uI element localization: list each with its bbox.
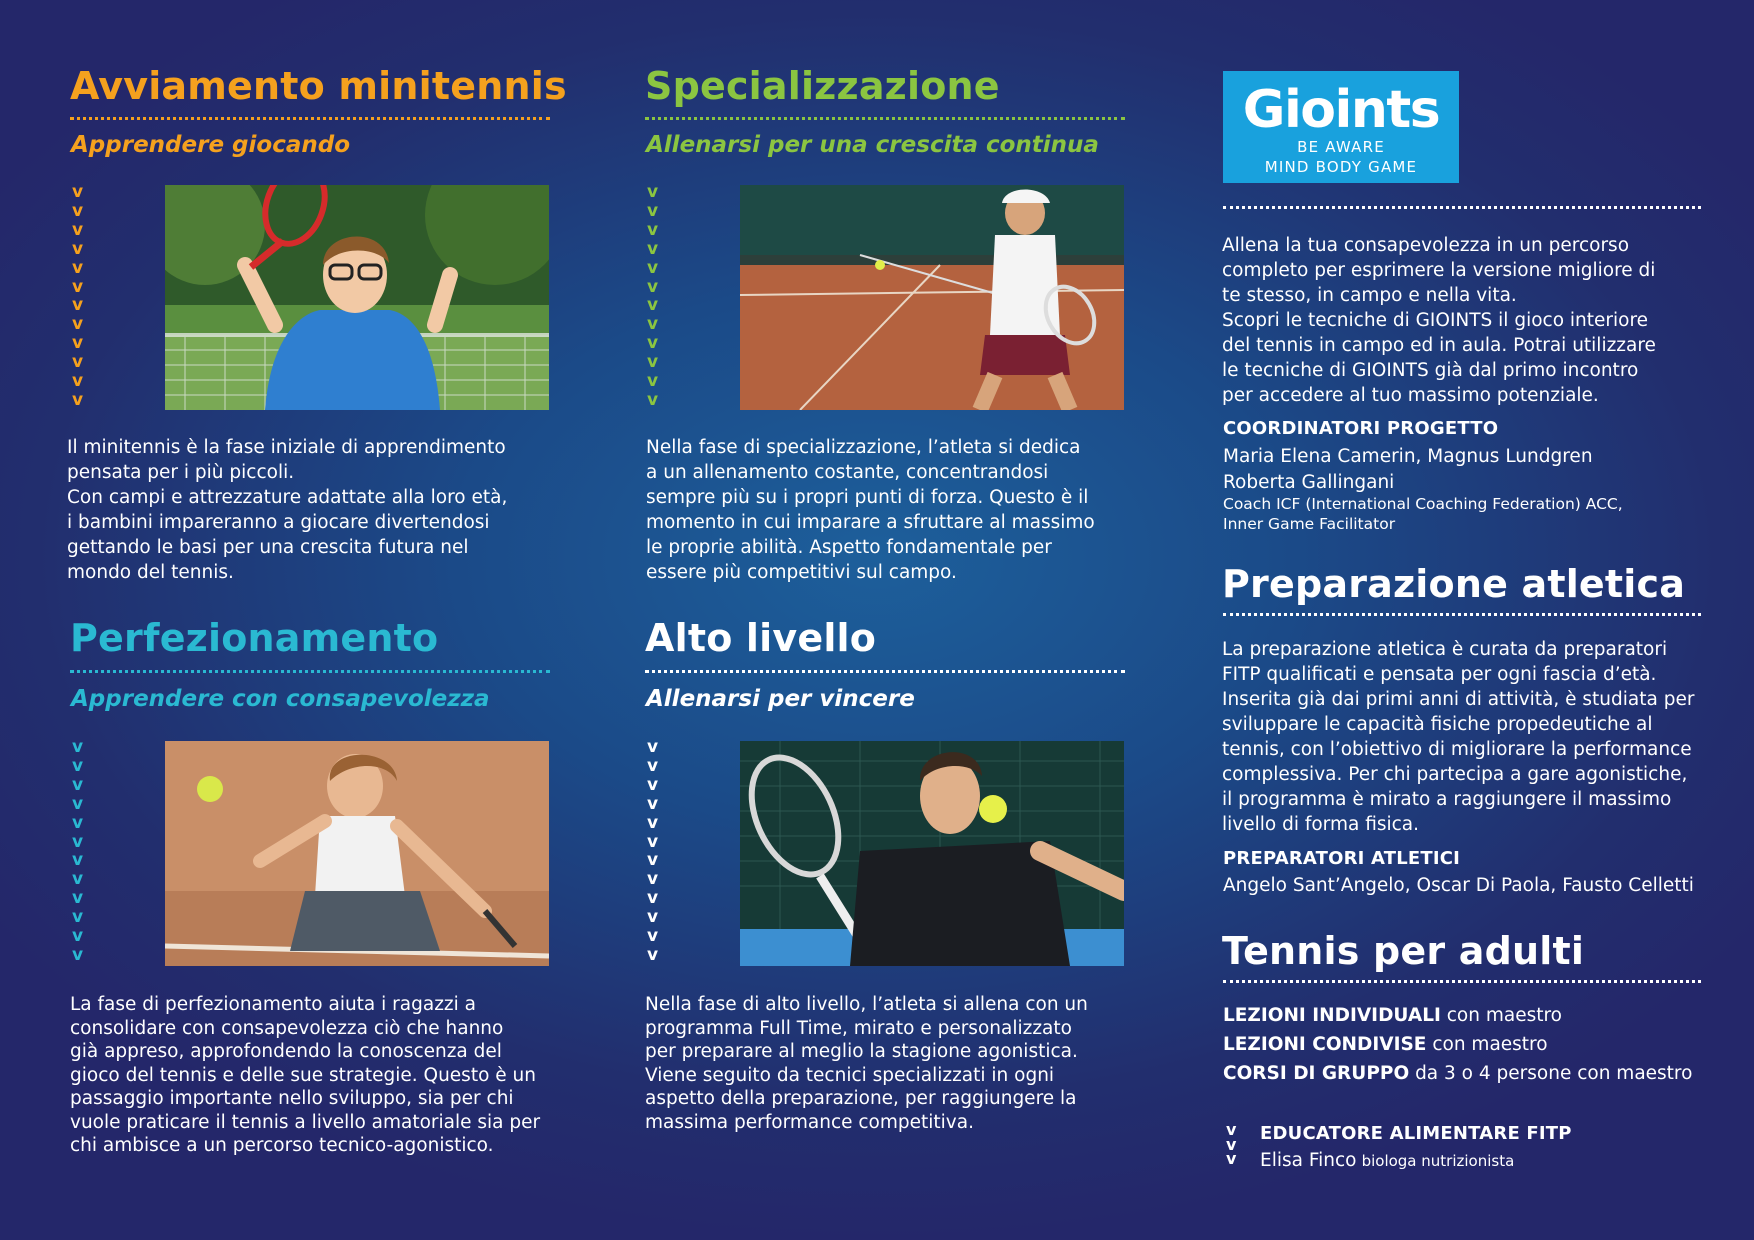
list-item-detail: da 3 o 4 persone con maestro bbox=[1409, 1063, 1693, 1084]
coordinators-note: Coach ICF (International Coaching Federation) ACC, Inner Game Facilitator bbox=[1223, 495, 1623, 533]
dotted-divider bbox=[1223, 206, 1701, 209]
list-item-detail: con maestro bbox=[1440, 1005, 1563, 1026]
section-body-specializzazione: Nella fase di specializzazione, l’atleta si dedica a un allenamento costante, concentrandosi sempre più su i propri punti di forza. Questo è il momento in cui imparare a sfruttare al massimo le proprie abilità. Aspetto fondamentale per essere più competitivi sul campo. bbox=[646, 437, 1095, 583]
section-title-minitennis: Avviamento minitennis bbox=[70, 64, 567, 108]
chevron-down-icon: v bbox=[72, 371, 84, 392]
educator-label: EDUCATORE ALIMENTARE FITP bbox=[1260, 1123, 1572, 1144]
chevron-down-icon: v bbox=[72, 755, 84, 776]
section-body-alto-livello: Nella fase di alto livello, l’atleta si allena con un programma Full Time, mirato e personalizzato per preparare al meglio la stagione agonistica. Viene seguito da tecnici specializzati in ogni aspetto della preparazione, per raggiungere la massima performance competitiva. bbox=[645, 994, 1088, 1133]
gioints-logo bbox=[1223, 71, 1459, 183]
logo-wordmark: Gioints bbox=[1242, 80, 1440, 140]
section-subtitle-minitennis: Apprendere giocando bbox=[71, 132, 350, 158]
logo-tagline: BE AWARE bbox=[1297, 138, 1385, 156]
dotted-divider bbox=[70, 117, 550, 120]
section-body-perfezionamento: La fase di perfezionamento aiuta i ragazzi a consolidare con consapevolezza ciò che hanno già appreso, approfondendo la conoscenza del gioco del tennis e delle sue strategie. Questo è un passaggio importante nello sviluppo, sia per chi vuole praticare il tennis a livello amatoriale sia per chi ambisce a un percorso tecnico-agonistico. bbox=[70, 994, 541, 1156]
educator-info bbox=[1260, 1150, 1514, 1171]
chevron-down-icon: v bbox=[647, 774, 659, 795]
section-title-perfezionamento: Perfezionamento bbox=[70, 616, 439, 660]
section-title-adulti: Tennis per adulti bbox=[1222, 929, 1585, 973]
photo-minitennis-child bbox=[165, 185, 549, 410]
chevron-down-icon: v bbox=[647, 793, 659, 814]
section-title-specializzazione: Specializzazione bbox=[645, 64, 1000, 108]
chevron-down-icon: v bbox=[72, 926, 84, 947]
list-item bbox=[1223, 1061, 1692, 1086]
chevron-down-icon: v bbox=[647, 737, 659, 757]
coordinators-label: COORDINATORI PROGETTO bbox=[1223, 418, 1499, 439]
chevron-down-icon: v bbox=[647, 831, 659, 852]
chevron-column bbox=[647, 738, 669, 965]
section-title-atletica: Preparazione atletica bbox=[1222, 562, 1686, 606]
chevron-column bbox=[72, 183, 94, 410]
chevron-down-icon: v bbox=[72, 295, 84, 316]
chevron-down-icon: v bbox=[1226, 1149, 1237, 1168]
photo-specializzazione-player bbox=[740, 185, 1124, 410]
photo-perfezionamento-girl bbox=[165, 741, 549, 966]
chevron-down-icon: v bbox=[72, 774, 84, 795]
chevron-down-icon: v bbox=[647, 869, 659, 890]
dotted-divider bbox=[70, 670, 550, 673]
gioints-body: Allena la tua consapevolezza in un percorso completo per esprimere la versione migliore di te stesso, in campo e nella vita. Scopri le tecniche di GIOINTS il gioco interiore del tennis in campo ed in aula. Potrai utilizzare le tecniche di GIOINTS già dal primo incontro per accedere al tuo massimo potenziale. bbox=[1222, 235, 1656, 406]
dotted-divider bbox=[645, 670, 1125, 673]
educator-name: Elisa Finco bbox=[1260, 1150, 1357, 1171]
chevron-down-icon: v bbox=[72, 888, 84, 909]
coordinators-names: Maria Elena Camerin, Magnus Lundgren bbox=[1223, 446, 1593, 467]
chevron-column bbox=[647, 183, 669, 410]
atletica-body: La preparazione atletica è curata da preparatori FITP qualificati e pensata per ogni fascia d’età. Inserita già dai primi anni di attività, è studiata per sviluppare le capacità fisiche propedeutiche al tennis, con l’obiettivo di migliorare la performance complessiva. Per chi partecipa a gare agonistiche, il programma è mirato a raggiungere il massimo livello di forma fisica. bbox=[1222, 639, 1695, 835]
chevron-down-icon: v bbox=[647, 926, 659, 947]
section-subtitle-specializzazione: Allenarsi per una crescita continua bbox=[646, 132, 1099, 158]
chevron-down-icon: v bbox=[647, 276, 659, 297]
photo-alto-livello-player bbox=[740, 741, 1124, 966]
chevron-down-icon: v bbox=[647, 182, 659, 202]
section-subtitle-perfezionamento: Apprendere con consapevolezza bbox=[71, 686, 490, 712]
chevron-down-icon: v bbox=[72, 200, 84, 221]
chevron-down-icon: v bbox=[72, 352, 84, 373]
chevron-down-icon: v bbox=[72, 793, 84, 814]
chevron-down-icon: v bbox=[647, 907, 659, 928]
chevron-down-icon: v bbox=[647, 219, 659, 240]
chevron-down-icon: v bbox=[647, 850, 659, 871]
chevron-down-icon: v bbox=[72, 314, 84, 335]
chevron-down-icon: v bbox=[72, 869, 84, 890]
dotted-divider bbox=[645, 117, 1125, 120]
chevron-down-icon: v bbox=[647, 888, 659, 909]
staff-names: Angelo Sant’Angelo, Oscar Di Paola, Fausto Celletti bbox=[1223, 875, 1694, 896]
chevron-column bbox=[72, 738, 94, 965]
chevron-down-icon: v bbox=[72, 389, 84, 410]
chevron-down-icon: v bbox=[72, 276, 84, 297]
chevron-down-icon: v bbox=[647, 371, 659, 392]
section-body-minitennis: Il minitennis è la fase iniziale di apprendimento pensata per i più piccoli. Con campi e attrezzature adattate alla loro età, i bambini impareranno a giocare divertendosi gettando le basi per una crescita futura nel mondo del tennis. bbox=[67, 437, 508, 583]
dotted-divider bbox=[1223, 980, 1701, 983]
chevron-down-icon: v bbox=[647, 755, 659, 776]
staff-label: PREPARATORI ATLETICI bbox=[1223, 848, 1461, 869]
dotted-divider bbox=[1223, 613, 1701, 616]
chevron-down-icon: v bbox=[72, 182, 84, 202]
chevron-down-icon: v bbox=[647, 200, 659, 221]
educator-role: biologa nutrizionista bbox=[1361, 1152, 1515, 1170]
list-item-label: LEZIONI CONDIVISE bbox=[1223, 1034, 1427, 1055]
list-item-label: LEZIONI INDIVIDUALI bbox=[1223, 1005, 1441, 1026]
chevron-down-icon: v bbox=[647, 295, 659, 316]
chevron-down-icon: v bbox=[1226, 1134, 1237, 1154]
chevron-down-icon: v bbox=[72, 850, 84, 871]
chevron-down-icon: v bbox=[647, 314, 659, 335]
chevron-down-icon: v bbox=[72, 812, 84, 833]
chevron-down-icon: v bbox=[72, 238, 84, 259]
chevron-down-icon: v bbox=[72, 907, 84, 928]
chevron-down-icon: v bbox=[647, 812, 659, 833]
chevron-down-icon: v bbox=[647, 333, 659, 354]
logo-tagline: MIND BODY GAME bbox=[1264, 158, 1418, 176]
chevron-down-icon: v bbox=[1226, 1120, 1237, 1139]
chevron-down-icon: v bbox=[647, 944, 659, 965]
chevron-down-icon: v bbox=[72, 737, 84, 757]
chevron-down-icon: v bbox=[647, 238, 659, 259]
chevron-down-icon: v bbox=[72, 219, 84, 240]
section-title-alto-livello: Alto livello bbox=[645, 616, 877, 660]
section-subtitle-alto-livello: Allenarsi per vincere bbox=[646, 686, 915, 712]
chevron-down-icon: v bbox=[647, 257, 659, 278]
chevron-down-icon: v bbox=[72, 257, 84, 278]
chevron-column bbox=[1226, 1120, 1248, 1168]
list-item-detail: con maestro bbox=[1426, 1034, 1548, 1055]
chevron-down-icon: v bbox=[72, 333, 84, 354]
chevron-down-icon: v bbox=[647, 352, 659, 373]
chevron-down-icon: v bbox=[647, 389, 659, 410]
chevron-down-icon: v bbox=[72, 944, 84, 965]
list-item bbox=[1223, 1032, 1548, 1057]
list-item bbox=[1223, 1003, 1562, 1028]
coordinators-names: Roberta Gallingani bbox=[1223, 472, 1395, 493]
list-item-label: CORSI DI GRUPPO bbox=[1223, 1063, 1410, 1084]
chevron-down-icon: v bbox=[72, 831, 84, 852]
